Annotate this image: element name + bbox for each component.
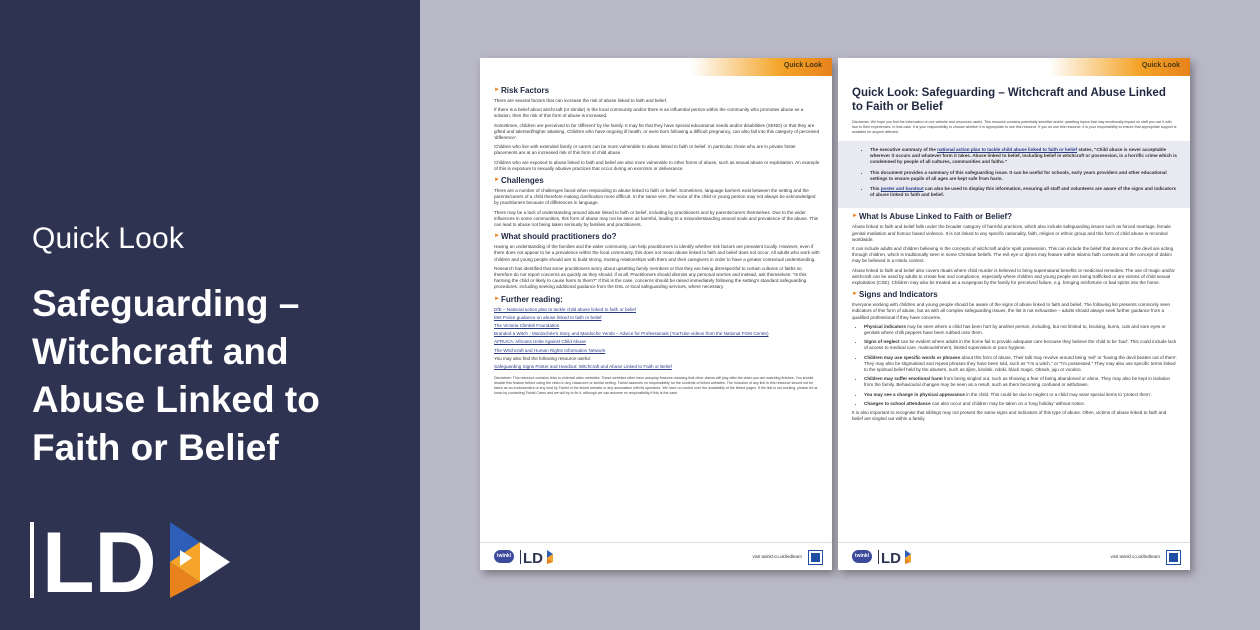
paragraph: If there is a belief about witchcraft (or similar) in the local community and/or there is an influential person within the community who promotes abuse as a solution, then the risk of this form of abuse is increased. bbox=[494, 107, 804, 119]
page-header bbox=[480, 58, 832, 76]
section-heading-practitioners: ► What should practitioners do? bbox=[494, 232, 820, 241]
footer-url: visit twinkl.co.uk/ledlearn bbox=[752, 554, 802, 559]
list-item: • Changes to school attendance can also occur and children may be taken on a 'long holiday' without notice. bbox=[864, 401, 1178, 407]
further-reading-link[interactable]: The Witchcraft and Human Rights Information Network bbox=[494, 347, 606, 353]
twinkl-badge: twinkl bbox=[852, 550, 872, 563]
section-heading-what-is: ► What Is Abuse Linked to Faith or Belief? bbox=[852, 212, 1178, 221]
page-header-label: Quick Look bbox=[783, 62, 822, 69]
further-reading-link[interactable]: Branded a Witch - Mardochée's Story and Mardoche Yembi – Advice for Professionals (YouTube videos from the National FGM Centre) bbox=[494, 331, 769, 337]
paragraph: Abuse linked to faith and belief falls under the broader category of harmful practices, which also include safeguarding issues such as forced marriage, female genital mutilation and honour based violence. It is not linked to any specific nationality, faith, religion or ethnic group and this form of child abuse is recorded worldwide. bbox=[852, 224, 1171, 242]
preview-area bbox=[420, 0, 1260, 630]
ld-logo-text: LD bbox=[42, 520, 157, 600]
summary-item: • The executive summary of the national action plan to tackle child abuse linked to faith or belief states, "Child abuse is never acceptable wherever it occurs and whatever form it takes. Abuse linked to belief, including belief in witchcraft or possession, is a horrific crime which is condemned by people of all cultures, communities and faiths." bbox=[870, 147, 1178, 166]
further-reading-link[interactable]: The Victoria Climbié Foundation bbox=[494, 323, 560, 329]
resource-link[interactable]: Safeguarding Signs Poster and Handout: Witchcraft and Abuse Linked to Faith or Belief bbox=[494, 364, 672, 370]
ld-mini-logo-icon bbox=[878, 549, 918, 565]
document-page-1 bbox=[480, 58, 832, 570]
page-footer bbox=[838, 542, 1190, 570]
document-page-2 bbox=[838, 58, 1190, 570]
svg-text:LD: LD bbox=[881, 550, 901, 565]
further-reading-link[interactable]: AFRUCA: Africans Unite Against Child Abuse bbox=[494, 339, 586, 345]
main-title: Safeguarding – Witchcraft and Abuse Linked to Faith or Belief bbox=[32, 283, 320, 468]
summary-box bbox=[838, 141, 1190, 208]
summary-item: • This poster and handout can also be used to display this information, ensuring all staff and volunteers are aware of the signs and indicators of abuse linked to faith and belief. bbox=[870, 186, 1178, 198]
paragraph: Research has identified that some practitioners worry about upsetting family members or that they are being disrespectful to certain cultures or faiths so therefore do not report concerns as quickly as they should, if at all. Practitioners should dismiss any personal worries and instead, ask themselves: "Is this harming the child or likely to cause harm to them?" If this is the case, concerns should be raised immediately following the setting's standard safeguarding procedures, including seeking additional guidance from the DSL or local safeguarding services, where necessary. bbox=[494, 265, 807, 290]
paragraph: Children who live with extended family or carers can be more vulnerable to abuse linked to faith or belief. In particular, those who are in private foster placements are at an increased risk of this form of child abuse. bbox=[494, 144, 796, 156]
page-body bbox=[838, 76, 1190, 423]
list-item: • Children may suffer emotional harm from being singled out, such as showing a fear of being abandoned or alone. They may also be kept in isolation from the family. Behavioural changes may be seen as a result, such as them becoming confused or withdrawn. bbox=[864, 376, 1178, 388]
signs-list bbox=[852, 324, 1178, 407]
list-item: • Physical indicators may be seen where a child has been hurt by another person, including, but not limited to, bruising, burns, cuts and sore eyes or genitals where chilli peppers have been rubbed onto them. bbox=[864, 324, 1178, 336]
page-body bbox=[480, 76, 832, 396]
further-reading-link[interactable]: Met Police guidance on abuse linked to faith or belief bbox=[494, 314, 602, 320]
section-heading-challenges: ► Challenges bbox=[494, 176, 820, 185]
summary-item: • This document provides a summary of this safeguarding issue. It can be useful for schools, early years providers and other educational settings to ensure pupils of all ages are kept safe from harm. bbox=[870, 170, 1178, 182]
svg-text:LD: LD bbox=[523, 550, 543, 565]
paragraph: It can include adults and children believing in the concepts of witchcraft and/or spirit possession. This can include the belief that demons or the devil are acting through children, which is traditionally seen in some Christian beliefs. The evil eye or djinns may feature within Islamic faith contexts and the concept of dakini may be believed in a Hindu context. bbox=[852, 246, 1174, 264]
paragraph: Sometimes, children are perceived to be 'different' by the family. It may be that they have special educational needs and/or disabilities (SEND) or that they are gifted and talented/higher attaining. Children who have ongoing ill health, or were born following a difficult pregnancy, can also fall into this category of perceived 'difference'. bbox=[494, 122, 820, 141]
page-footer bbox=[480, 542, 832, 570]
list-item: • Children may use specific words or phrases about this form of abuse. Their talk may revolve around being 'evil' or 'having the devil beaten out of them'. They may also be stigmatised and repeat phrases they have been told, such as "I'm a witch," or "I'm possessed." They may also use specific terms linked to the spiritual belief held by the abusers, such as djinn, kindoki, ndoki, black magic, Obeah, juju or voodoo. bbox=[864, 355, 1178, 374]
footer-badge-icon bbox=[1167, 551, 1180, 564]
list-item: • You may see a change in physical appearance in the child. This could be due to neglect or a child may wear special items to 'protect them'. bbox=[864, 392, 1178, 398]
paragraph: Everyone working with children and young people should be aware of the signs of abuse linked to faith and belief. The following list presents commonly seen indicators of this form of abuse, but as with all complex safeguarding issues, the list is not exhaustive – adults should always seek further guidance from a qualified professional if they have concerns. bbox=[852, 302, 1171, 320]
poster-handout-link[interactable]: poster and handout bbox=[880, 186, 924, 192]
ld-mini-logo-icon bbox=[520, 549, 560, 565]
section-heading-further-reading: ► Further reading: bbox=[494, 295, 820, 304]
footer-url: visit twinkl.co.uk/ledlearn bbox=[1110, 554, 1160, 559]
resource-intro: You may also find the following resource useful: bbox=[494, 355, 591, 361]
kicker-text: Quick Look bbox=[32, 222, 185, 255]
further-reading-link[interactable]: DfE – National action plan to tackle child abuse linked to faith or belief bbox=[494, 306, 636, 312]
action-plan-link[interactable]: national action plan to tackle child abuse linked to faith or belief bbox=[937, 147, 1078, 152]
page-header-label: Quick Look bbox=[1141, 62, 1180, 69]
left-panel bbox=[0, 0, 420, 630]
page-header bbox=[838, 58, 1190, 76]
paragraph: Abuse linked to faith and belief also covers rituals where child murder is believed to bring supernatural benefits or medicinal remedies. The use of magic and/or witchcraft can be used by adults to create fear and compliance, especially where children and young people are being trafficked or are victims of child sexual exploitation (CSE). Children may also be treated as a scapegoat by the family for perceived failure, e.g. bringing misfortune or bad spirits into the home. bbox=[852, 267, 1175, 286]
paragraph: There may be a lack of understanding around abuse linked to faith or belief, including by practitioners and by parents/carers themselves. Due to the wider influences in some communities, this form of abuse may not be seen as harmful, leading to a misunderstanding around scale and prevalence of the abuse. This can lead to abuse not being taken seriously by families and practitioners. bbox=[494, 209, 818, 228]
disclaimer-text: Disclaimer: This resource contains links to external video websites. These websites often have autoplay features meaning that other videos will play after the video you are watching finishes. You should disable this feature before using the video in any classroom or similar setting. Twinkl assumes no responsibility for the contents of linked websites. The inclusion of any link in this resource should not be taken as an endorsement of any kind by Twinkl of the linked website or any association with its operators. We have no control over the availability of the linked pages. If the link is not working, please let us know by contacting Twinkl Cares and we will try to fix it, although we can assume no responsibility if this is the case. bbox=[494, 376, 818, 396]
twinkl-badge: twinkl bbox=[494, 550, 514, 563]
footer-badge-icon bbox=[809, 551, 822, 564]
section-heading-signs: ► Signs and Indicators bbox=[852, 290, 1178, 299]
ld-logo-icon bbox=[30, 520, 240, 600]
list-item: • Signs of neglect can be evident where adults in the home fail to provide adequate care because they believe the child to be 'bad'. This could include lack of access to medical care, malnourishment, limited supervision or poor hygiene. bbox=[864, 339, 1178, 351]
page-title: Quick Look: Safeguarding – Witchcraft and Abuse Linked to Faith or Belief bbox=[852, 87, 1166, 113]
paragraph: There are several factors that can increase the risk of abuse linked to faith and belief. bbox=[494, 98, 668, 103]
paragraph: Having an understanding of the families and the wider community, can help practitioners to identify whether risk factors are prevalent locally. However, even if there does not appear to be a prevalence within the local community, this does not mean abuse linked to faith and belief does not occur. All adults who work with children and young people should aim to build strong, trusting relationships with them and their caregivers in order to have a greater contextual understanding. bbox=[494, 244, 820, 262]
disclaimer-text: Disclaimer: We hope you find the information on our website and resources useful. This resource contains potentially sensitive and/or upsetting topics that may emotionally impact on staff you use it with due to their experiences. In that case, it is your responsibility to choose whether it is appropriate to use this resource. If you do use this resource, it is your responsibility to ensure that appropriate support is available for anyone affected. bbox=[852, 120, 1177, 134]
paragraph: It is also important to recognise that siblings may not present the same signs and indicators of this type of abuse. Often, victims of abuse linked to faith and belief are singled out within a family. bbox=[852, 410, 1167, 422]
paragraph: There are a number of challenges faced when responding to abuse linked to faith or belief. Sometimes, language barriers exist between the setting and the parents/carers of a child therefore making clarification more difficult. In the same vein, the voice of the child or young person may not always be acknowledged by practitioners because of differences in language. bbox=[494, 188, 816, 206]
section-heading-risk: ► Risk Factors bbox=[494, 86, 820, 95]
paragraph: Children who are exposed to abuse linked to faith and belief are also more vulnerable to other forms of abuse, such as sexual abuse or exploitation. An example of this is exposure to sexually abusive practices that occur during an exorcism or deliverance. bbox=[494, 159, 820, 171]
